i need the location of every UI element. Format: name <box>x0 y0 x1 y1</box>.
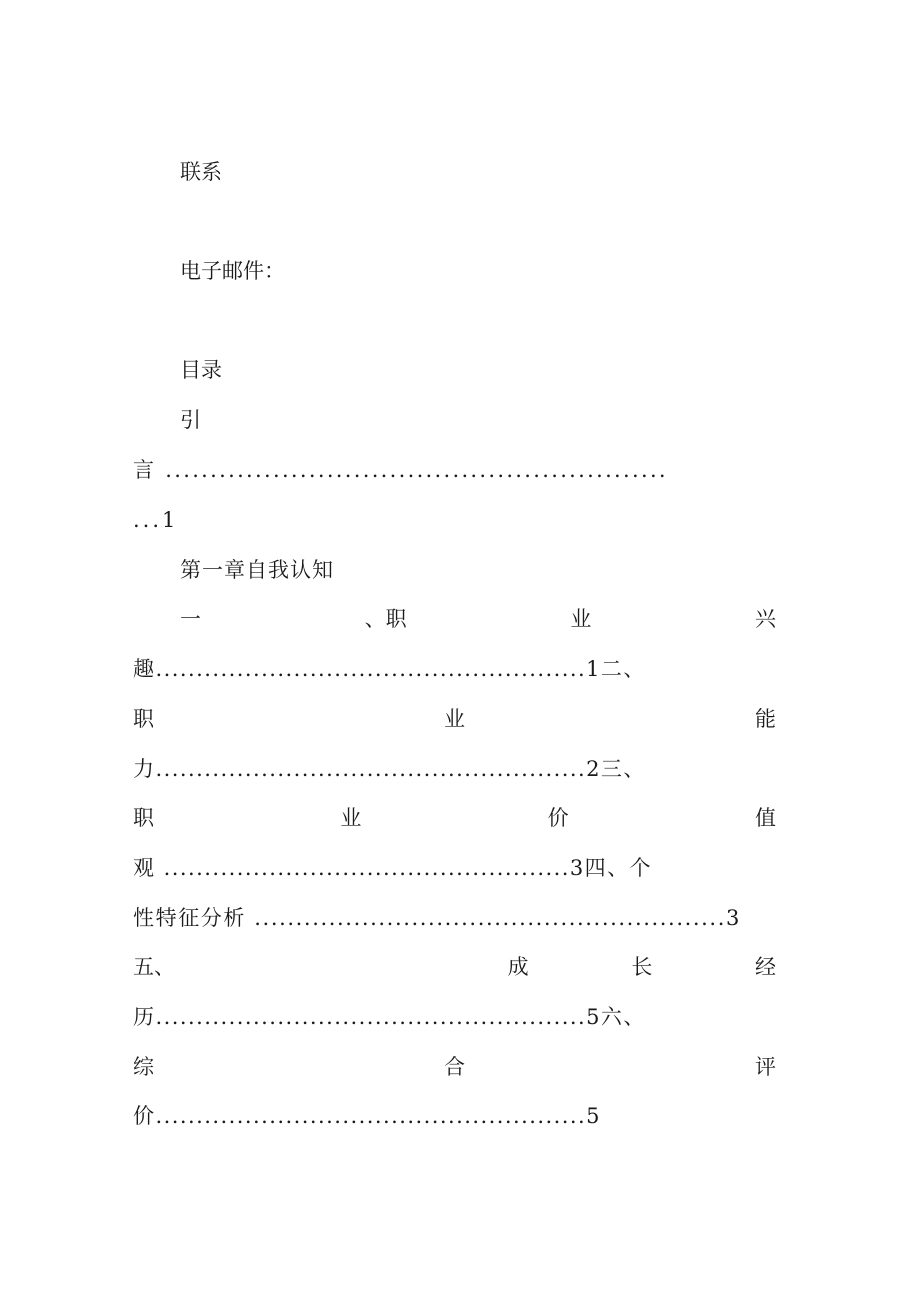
toc-line-7-part: 业 <box>444 707 465 731</box>
email-label: 电子邮件： <box>180 259 285 283</box>
toc-line-9-part: 职 <box>133 806 154 830</box>
toc-line-12-part: 成 <box>507 955 529 979</box>
toc-line-5 <box>180 607 776 631</box>
toc-line-14 <box>133 1055 776 1079</box>
toc-line-2: 言 ........................................................ <box>133 458 668 482</box>
toc-line-12 <box>133 955 776 979</box>
toc-line-11: 性特征分析 .........................................................3 <box>133 906 741 930</box>
toc-line-9-part: 价 <box>547 806 569 830</box>
toc-line-5-part: 兴 <box>754 607 776 631</box>
toc-line-9 <box>133 806 776 830</box>
toc-line-12-part: 长 <box>631 955 653 979</box>
toc-line-7 <box>133 707 776 731</box>
toc-heading: 目录 <box>180 358 222 382</box>
toc-line-9-part: 值 <box>754 806 776 830</box>
toc-line-1: 引 <box>180 408 201 432</box>
toc-line-5-part: 业 <box>570 607 592 631</box>
toc-line-13: 历.....................................................5六、 <box>133 1005 646 1029</box>
toc-line-10: 观 ..................................................3四、个 <box>133 856 653 880</box>
toc-line-7-part: 职 <box>133 707 154 731</box>
toc-line-12-part: 五、 <box>133 955 175 979</box>
toc-line-14-part: 合 <box>444 1055 465 1079</box>
toc-line-14-part: 评 <box>755 1055 776 1079</box>
toc-line-14-part: 综 <box>133 1055 154 1079</box>
toc-line-8: 力.....................................................2三、 <box>133 757 646 781</box>
toc-line-7-part: 能 <box>755 707 776 731</box>
contact-heading: 联系 <box>180 160 222 184</box>
toc-line-3: ...1 <box>133 508 179 532</box>
toc-line-12-part: 经 <box>754 955 776 979</box>
toc-line-4: 第一章自我认知 <box>180 558 334 582</box>
toc-line-15: 价.....................................................5 <box>133 1104 601 1128</box>
toc-line-5-part: 一 <box>180 607 201 631</box>
toc-line-5-part: 、职 <box>364 607 407 631</box>
toc-line-9-part: 业 <box>340 806 362 830</box>
toc-line-6: 趣.....................................................1二、 <box>133 657 646 681</box>
